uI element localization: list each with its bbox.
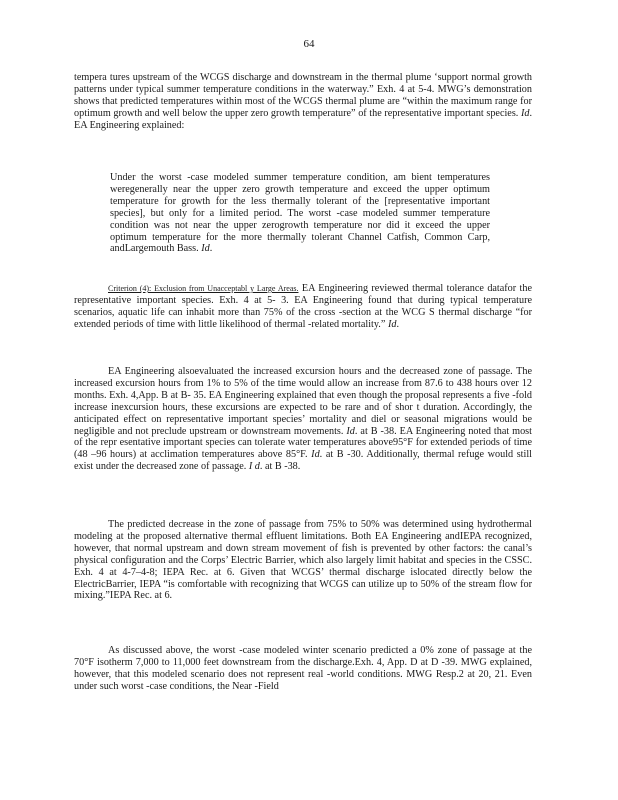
citation-id: Id [311,449,320,461]
block-quote: Under the worst -case modeled summer temperature condition, am bient temperatures weregenerally near the upper zero growth temperature and exceed the upper optimum temperature for growth for the less thermally tolerant of the [representative important species], but only for a limited period. The worst -case modeled summer temperature condition was not near the upper zerogrowth temperature nor did it exceed the upper optimum temperature for the more thermally tolerant Channel Catfish, Common Carp, andLargemouth Bass. Id. [110,172,490,255]
citation-id: Id [201,243,210,255]
paragraph-5: As discussed above, the worst -case modeled winter scenario predicted a 0% zone of passage at the 70°F isotherm 7,000 to 11,000 feet downstream from the discharge.Exh. 4, App. D at D -39. MWG explained, however, that this modeled scenario does not represent real -world conditions. MWG Resp.2 at 20, 21. Even under such worst -case conditions, the Near -Field [74,645,532,692]
paragraph-4: The predicted decrease in the zone of passage from 75% to 50% was determined using hydrothermal modeling at the proposed alternative thermal effluent limitations. Both EA Engineering andIEPA recognized, however, that normal upstream and down stream movement of fish is prevented by other factors: the canal’s physical configuration and the Corps’ Electric Barrier, which also largely limit habitat and species in the CSSC. Exh. 4 at 4-7–4-8; IEPA Rec. at 6. Given that WCGS’ thermal discharge islocated directly below the ElectricBarrier, IEPA “is comfortable with recognizing that WCGS can utilize up to 50% of the stream flow for mixing.”IEPA Rec. at 6. [74,519,532,602]
citation-id: I d [248,461,260,473]
page-number: 64 [303,38,315,50]
paragraph-2: Criterion (4): Exclusion from Unacceptabl y Large Areas. EA Engineering reviewed thermal tolerance datafor the representative important species. Exh. 4 at 5- 3. EA Engineering found that during typical temperature scenarios, aquatic life can inhabit more than 75% of the cross -section at the WCG S thermal discharge “for extended periods of time with little likelihood of thermal -related mortality.” Id. [74,283,532,330]
citation-id: Id [387,318,397,330]
citation-id: Id [520,107,530,119]
paragraph-1: tempera tures upstream of the WCGS discharge and downstream in the thermal plume ‘support normal growth patterns under typical summer temperature conditions in the waterway.” Exh. 4 at 5-4. MWG’s demonstration shows that predicted temperatures within most of the WCGS thermal plume are “within the maximum range for optimum growth and well below the upper zero growth temperature” of the representative important species. Id. EA Engineering explained: [74,72,532,131]
citation-id: Id [346,425,355,437]
paragraph-3: EA Engineering alsoevaluated the increased excursion hours and the decreased zone of passage. The increased excursion hours from 1% to 5% of the time would allow an increase from 87.6 to 438 hours over 12 months. Exh. 4,App. B at B- 35. EA Engineering explained that even though the proposal represents a five -fold increase inexcursion hours, these excursions are expected to be rare and of shor t duration. Accordingly, the anticipated effect on representative important species’ mortality and diel or seasonal migrations would be negligible and not preclude upstream or downstream movements. Id. at B -38. EA Engineering noted that most of the repr esentative important species can tolerate water temperatures above95°F for extended periods of time (48 –96 hours) at acclimation temperatures above 85°F. Id. at B -30. Additionally, thermal refuge would still exist under the decreased zone of passage. I d. at B -38. [74,366,533,473]
criterion-heading: Criterion (4): Exclusion from Unacceptabl y Large Areas. [108,284,299,293]
